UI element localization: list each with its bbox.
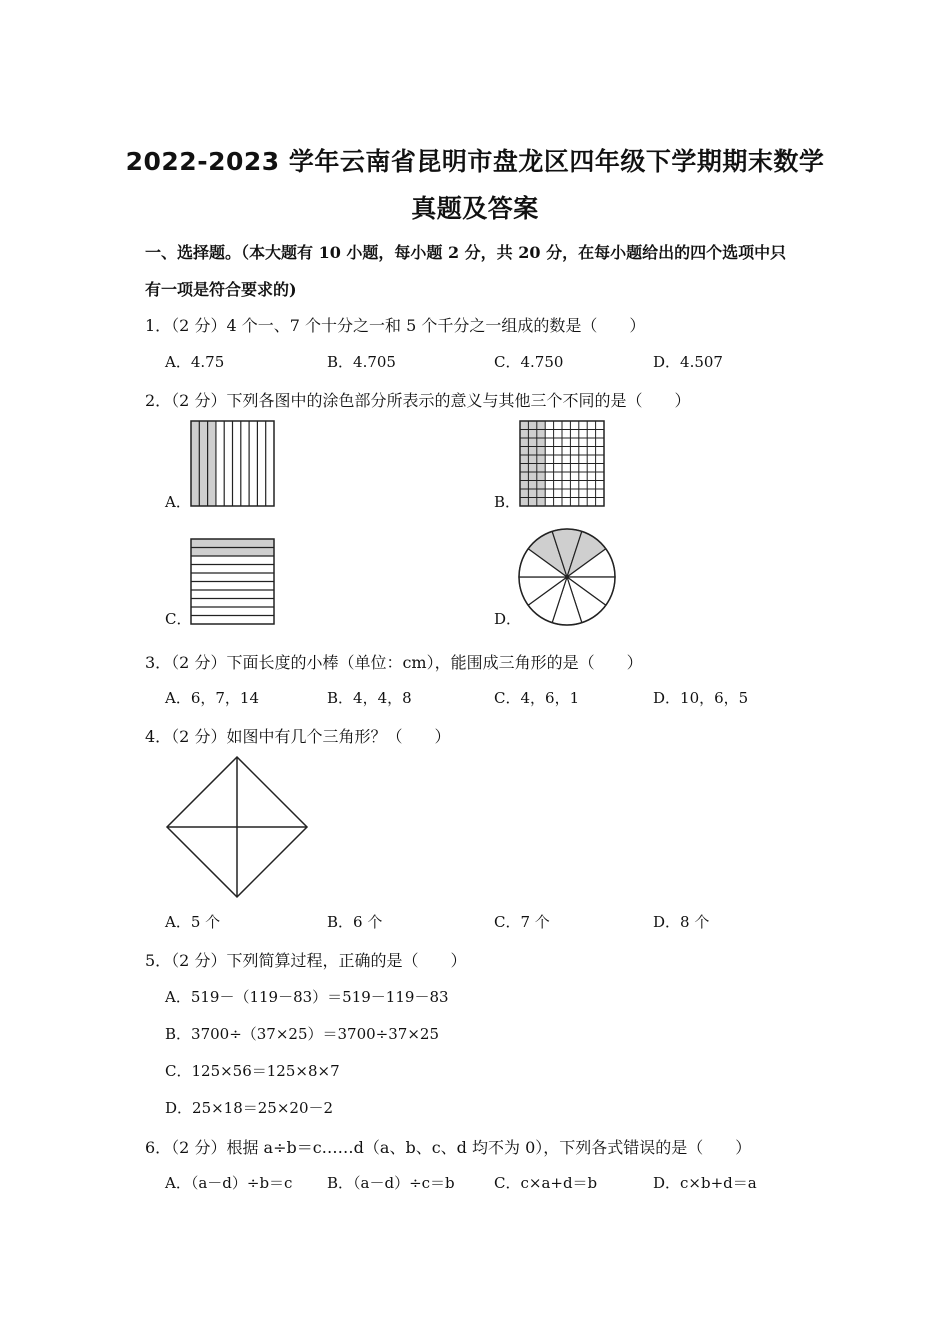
figure-d-circle: [517, 527, 619, 629]
page-title-line1: 2022-2023 学年云南省昆明市盘龙区四年级下学期期末数学: [125, 147, 825, 176]
question-2-label-a: A．: [165, 493, 191, 511]
question-3-option-c: C．4，6，1: [494, 689, 580, 707]
question-2-label-d: D．: [494, 610, 522, 628]
page-title-line2: 真题及答案: [411, 194, 539, 223]
question-6-option-d: D．c×b+d＝a: [653, 1174, 757, 1192]
question-3-option-a: A．6，7，14: [165, 689, 260, 707]
question-2-label-c: C．: [165, 610, 192, 628]
question-4-option-c: C．7 个: [494, 913, 550, 931]
question-2-stem: 2．（2 分）下列各图中的涂色部分所表示的意义与其他三个不同的是（ ）: [145, 391, 691, 410]
figure-c-horizontal-strips: [190, 538, 276, 626]
question-1-option-a: A．4.75: [165, 353, 225, 371]
figure-rhombus-triangles: [165, 755, 310, 901]
section-heading-line1: 一、选择题。（本大题有 10 小题，每小题 2 分，共 20 分，在每小题给出的四个选项中只: [145, 243, 787, 262]
question-4-option-a: A．5 个: [165, 913, 221, 931]
question-2-label-b: B．: [494, 493, 521, 511]
question-3-stem: 3．（2 分）下面长度的小棒（单位：cm），能围成三角形的是（ ）: [145, 653, 643, 672]
question-6-option-c: C．c×a+d＝b: [494, 1174, 598, 1192]
question-5-option-d: D．25×18＝25×20－2: [165, 1099, 334, 1117]
question-3-option-d: D．10，6，5: [653, 689, 749, 707]
question-6-option-b: B．（a－d）÷c＝b: [327, 1174, 455, 1192]
question-4-option-b: B．6 个: [327, 913, 383, 931]
question-1-option-c: C．4.750: [494, 353, 564, 371]
question-6-stem: 6．（2 分）根据 a÷b＝c……d（a、b、c、d 均不为 0），下列各式错误的是（ ）: [145, 1138, 752, 1157]
question-4-option-d: D．8 个: [653, 913, 710, 931]
figure-b-grid: [519, 420, 605, 508]
question-5-stem: 5．（2 分）下列简算过程，正确的是（ ）: [145, 951, 467, 970]
question-1-stem: 1．（2 分）4 个一、7 个十分之一和 5 个千分之一组成的数是（ ）: [145, 316, 646, 335]
question-3-option-b: B．4，4，8: [327, 689, 412, 707]
figure-a-shaded-region: [191, 421, 215, 506]
question-5-option-b: B．3700÷（37×25）＝3700÷37×25: [165, 1025, 439, 1043]
question-4-stem: 4．（2 分）如图中有几个三角形？（ ）: [145, 727, 451, 746]
question-5-option-a: A．519－（119－83）＝519－119－83: [165, 988, 449, 1006]
question-1-option-b: B．4.705: [327, 353, 396, 371]
question-6-option-a: A．（a－d）÷b＝c: [165, 1174, 293, 1192]
question-1-option-d: D．4.507: [653, 353, 723, 371]
figure-a-vertical-strips: [190, 420, 276, 508]
section-heading-line2: 有一项是符合要求的): [145, 280, 297, 299]
question-5-option-c: C．125×56＝125×8×7: [165, 1062, 340, 1080]
